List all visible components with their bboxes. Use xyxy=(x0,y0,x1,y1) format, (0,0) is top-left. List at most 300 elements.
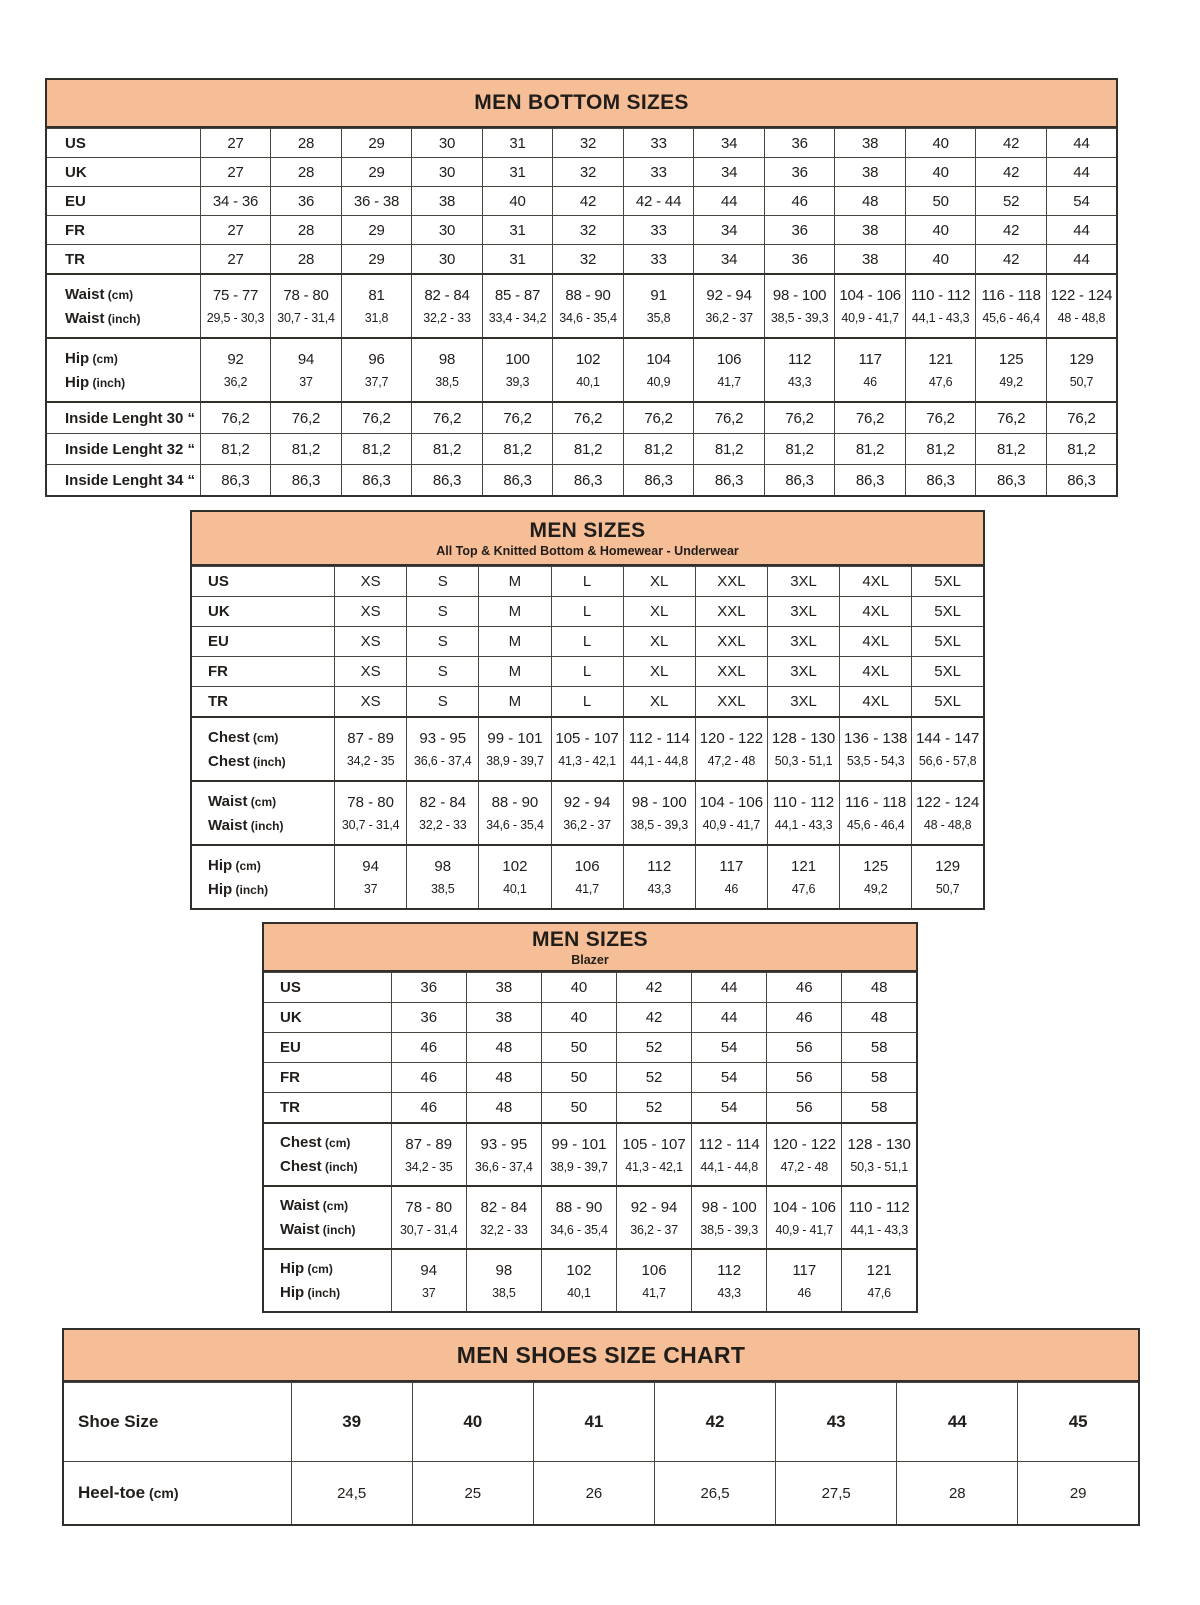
row-label-main: US xyxy=(208,573,229,590)
value-cell xyxy=(466,1123,541,1186)
value-cm: 110 - 112 xyxy=(772,794,835,811)
value-cell xyxy=(466,1249,541,1312)
row-label-unit: (cm) xyxy=(249,730,279,745)
row-label xyxy=(263,1093,391,1124)
value-inch: 46 xyxy=(797,1285,812,1300)
value-cell: L xyxy=(551,597,623,627)
value-cell: 76,2 xyxy=(976,402,1047,434)
value-inch: 30,7 - 31,4 xyxy=(399,1222,458,1237)
value-inch: 40,1 xyxy=(503,882,527,896)
value-cell xyxy=(335,845,407,909)
value-inch: 32,2 - 33 xyxy=(418,818,467,832)
value-cm: 112 xyxy=(647,858,672,875)
value-cell: 76,2 xyxy=(412,402,483,434)
value-inch: 50,3 - 51,1 xyxy=(774,754,833,768)
value-cell: M xyxy=(479,597,551,627)
row-label-main: Chest xyxy=(280,1158,322,1175)
table-row xyxy=(191,567,984,597)
value-cell: XL xyxy=(623,687,695,718)
row-label-unit: (inch) xyxy=(247,818,284,833)
value-cell: 81,2 xyxy=(1046,434,1117,465)
value-cell xyxy=(271,338,342,402)
value-cell xyxy=(407,781,479,845)
value-cell: 81,2 xyxy=(835,434,906,465)
value-cell: S xyxy=(407,627,479,657)
value-cell: 38 xyxy=(412,187,483,216)
table-row xyxy=(63,1383,1139,1462)
row-label-text xyxy=(280,1039,391,1056)
row-label-unit: (cm) xyxy=(145,1485,179,1501)
value-cell: 38 xyxy=(466,1003,541,1033)
row-label-text xyxy=(280,1214,391,1247)
value-cell: 81,2 xyxy=(341,434,412,465)
value-cell: 4XL xyxy=(840,597,912,627)
value-cell: L xyxy=(551,687,623,718)
row-label-main: Waist xyxy=(280,1197,320,1214)
men-shoes-title-band xyxy=(62,1328,1140,1382)
value-cm: 96 xyxy=(368,351,385,368)
row-label-text xyxy=(280,1099,391,1116)
value-inch: 38,5 xyxy=(492,1285,516,1300)
value-cell: 76,2 xyxy=(694,402,765,434)
value-cm: 82 - 84 xyxy=(480,1198,528,1216)
row-label-unit: (inch) xyxy=(89,375,126,390)
value-cell: 24,5 xyxy=(291,1462,412,1526)
value-cell xyxy=(335,781,407,845)
value-cell: 81,2 xyxy=(482,434,553,465)
row-label-text xyxy=(65,277,200,303)
value-cell: 54 xyxy=(692,1093,767,1124)
row-label-main: UK xyxy=(65,163,87,181)
value-cell: 38 xyxy=(835,216,906,245)
value-cell xyxy=(407,717,479,781)
value-cell: 46 xyxy=(391,1093,466,1124)
row-label-text xyxy=(280,1251,391,1277)
value-cell: 29 xyxy=(1018,1462,1139,1526)
value-cell: 40 xyxy=(905,216,976,245)
value-cell xyxy=(551,781,623,845)
value-cell: 48 xyxy=(466,1093,541,1124)
value-cell: 50 xyxy=(541,1063,616,1093)
value-inch: 38,9 - 39,7 xyxy=(486,754,544,768)
table-row xyxy=(263,1123,917,1186)
row-label-main: UK xyxy=(208,603,230,620)
value-cell: 40 xyxy=(541,973,616,1003)
value-cell: 44 xyxy=(692,1003,767,1033)
value-cell xyxy=(912,781,984,845)
value-cm: 75 - 77 xyxy=(212,287,259,304)
value-cell: XL xyxy=(623,657,695,687)
row-label-text xyxy=(208,603,334,620)
value-cell: 38 xyxy=(835,129,906,158)
value-inch: 38,5 - 39,3 xyxy=(700,1222,758,1237)
value-inch: 49,2 xyxy=(999,375,1023,389)
value-cell: 27 xyxy=(200,158,271,187)
row-label-text xyxy=(78,1412,291,1432)
men-bottom-sizes-title-band xyxy=(45,78,1118,128)
value-cell: 46 xyxy=(767,973,842,1003)
value-cell: 48 xyxy=(466,1033,541,1063)
value-cm: 98 xyxy=(434,858,452,875)
value-cell: 31 xyxy=(482,158,553,187)
row-label-main: TR xyxy=(280,1099,300,1116)
row-label-main: Waist xyxy=(65,285,105,303)
table-row xyxy=(263,973,917,1003)
value-inch: 40,9 xyxy=(646,375,671,389)
value-cm: 144 - 147 xyxy=(915,730,980,747)
value-cell: 86,3 xyxy=(1046,465,1117,497)
value-inch: 40,1 xyxy=(576,375,600,389)
value-cell xyxy=(617,1186,692,1249)
value-cm: 110 - 112 xyxy=(910,287,971,304)
value-inch: 40,9 - 41,7 xyxy=(841,311,899,325)
value-cell: 86,3 xyxy=(905,465,976,497)
table-row xyxy=(263,1186,917,1249)
value-cell xyxy=(551,717,623,781)
value-cell: 42 - 44 xyxy=(623,187,694,216)
row-label xyxy=(46,187,200,216)
value-cell xyxy=(482,274,553,338)
row-label xyxy=(46,402,200,434)
value-cell: XS xyxy=(335,597,407,627)
row-label-text xyxy=(208,848,334,874)
value-cell: 32 xyxy=(553,216,624,245)
value-cm: 99 - 101 xyxy=(487,730,543,747)
value-cell xyxy=(466,1186,541,1249)
value-inch: 34,2 - 35 xyxy=(404,1159,453,1174)
row-label-main: Chest xyxy=(208,752,250,770)
value-inch: 46 xyxy=(724,882,739,896)
value-inch: 34,6 - 35,4 xyxy=(550,1222,608,1237)
men-shoes-size-chart-table xyxy=(62,1382,1140,1526)
table-subtitle: All Top & Knitted Bottom & Homewear - Underwear xyxy=(436,543,739,558)
value-cell: 3XL xyxy=(767,597,839,627)
value-inch: 38,9 - 39,7 xyxy=(550,1159,608,1174)
value-cell: 4XL xyxy=(840,687,912,718)
value-cell: 38 xyxy=(835,158,906,187)
value-inch: 36,6 - 37,4 xyxy=(413,754,472,768)
value-inch: 38,5 - 39,3 xyxy=(770,311,829,325)
value-cell: 81,2 xyxy=(623,434,694,465)
value-cell: 3XL xyxy=(767,657,839,687)
value-cell: XL xyxy=(623,627,695,657)
value-cell: 81,2 xyxy=(976,434,1047,465)
row-label-unit: (inch) xyxy=(304,1286,341,1300)
table-row xyxy=(46,402,1117,434)
value-cell: 76,2 xyxy=(482,402,553,434)
value-inch: 43,3 xyxy=(717,1285,741,1300)
table-row xyxy=(263,1033,917,1063)
value-cell xyxy=(905,274,976,338)
value-cell: 52 xyxy=(617,1093,692,1124)
value-cell: 76,2 xyxy=(200,402,271,434)
men-sizes-blazer-table xyxy=(262,972,918,1313)
value-cell: L xyxy=(551,627,623,657)
value-inch: 47,2 - 48 xyxy=(707,754,756,768)
value-cell xyxy=(479,717,551,781)
value-inch: 45,6 - 46,4 xyxy=(846,818,905,832)
row-label xyxy=(191,845,335,909)
value-inch: 43,3 xyxy=(647,882,671,896)
value-cm: 81 xyxy=(368,287,385,304)
value-cell: 4XL xyxy=(840,567,912,597)
value-inch: 40,9 - 41,7 xyxy=(702,818,761,832)
value-cell: 42 xyxy=(654,1383,775,1462)
value-inch: 37 xyxy=(299,375,313,389)
value-cell xyxy=(200,274,271,338)
value-cell: 54 xyxy=(1046,187,1117,216)
value-cell: 36 - 38 xyxy=(341,187,412,216)
row-label xyxy=(263,1003,391,1033)
value-inch: 36,2 xyxy=(223,375,248,389)
value-cell: 28 xyxy=(897,1462,1018,1526)
value-cell: 81,2 xyxy=(764,434,835,465)
row-label xyxy=(191,597,335,627)
value-inch: 37,7 xyxy=(364,375,389,389)
table-row xyxy=(191,657,984,687)
value-inch: 36,2 - 37 xyxy=(705,311,753,325)
value-cm: 100 xyxy=(505,351,530,368)
value-cell: 36 xyxy=(764,158,835,187)
value-cell xyxy=(623,717,695,781)
value-cm: 93 - 95 xyxy=(480,1135,528,1153)
value-cm: 104 - 106 xyxy=(699,794,764,811)
value-cell: 40 xyxy=(905,245,976,275)
row-label-main: FR xyxy=(65,221,85,239)
row-label xyxy=(263,973,391,1003)
men-bottom-sizes-grid xyxy=(45,128,1118,497)
table-men-bottom-sizes xyxy=(45,78,1118,497)
value-cell: 86,3 xyxy=(200,465,271,497)
value-cm: 120 - 122 xyxy=(772,1135,836,1153)
value-cell: XXL xyxy=(695,627,767,657)
value-cell: 86,3 xyxy=(341,465,412,497)
value-cell: 32 xyxy=(553,158,624,187)
value-cell xyxy=(391,1249,466,1312)
value-cell: XL xyxy=(623,567,695,597)
value-cell xyxy=(551,845,623,909)
value-cell xyxy=(694,274,765,338)
row-label xyxy=(191,567,335,597)
row-label xyxy=(63,1462,291,1526)
value-cell xyxy=(479,781,551,845)
value-cell: 56 xyxy=(767,1063,842,1093)
value-cell: 36 xyxy=(764,216,835,245)
value-cell: 76,2 xyxy=(271,402,342,434)
value-cell: 36 xyxy=(391,973,466,1003)
value-inch: 32,2 - 33 xyxy=(423,311,471,325)
row-label-text xyxy=(280,1069,391,1086)
row-label-text xyxy=(65,222,200,239)
value-cm: 116 - 118 xyxy=(845,794,907,811)
value-cell xyxy=(695,781,767,845)
table-row xyxy=(191,627,984,657)
table-row xyxy=(46,216,1117,245)
value-cell: 50 xyxy=(541,1033,616,1063)
value-cell xyxy=(391,1186,466,1249)
value-cell: 52 xyxy=(617,1033,692,1063)
value-cell: 58 xyxy=(842,1033,917,1063)
value-cell: 31 xyxy=(482,216,553,245)
value-cell xyxy=(341,274,412,338)
value-cm: 128 - 130 xyxy=(771,730,836,747)
value-cell: 27 xyxy=(200,129,271,158)
row-label-text xyxy=(208,693,334,710)
value-cell: 30 xyxy=(412,245,483,275)
value-cell: 36 xyxy=(764,245,835,275)
value-cell: 33 xyxy=(623,216,694,245)
value-cell xyxy=(835,338,906,402)
value-cell: 27 xyxy=(200,245,271,275)
value-cell: 42 xyxy=(976,129,1047,158)
value-cm: 122 - 124 xyxy=(1050,287,1113,304)
value-cell: 26,5 xyxy=(654,1462,775,1526)
row-label-main: Hip xyxy=(208,856,233,874)
value-cell: 86,3 xyxy=(976,465,1047,497)
value-inch: 32,2 - 33 xyxy=(480,1222,528,1237)
value-cell xyxy=(341,338,412,402)
row-label-unit: (inch) xyxy=(321,1160,358,1174)
value-cm: 112 xyxy=(717,1261,742,1279)
row-label xyxy=(63,1383,291,1462)
value-cell xyxy=(840,781,912,845)
value-cell: 50 xyxy=(541,1093,616,1124)
value-cell: 76,2 xyxy=(623,402,694,434)
value-cell: 44 xyxy=(692,973,767,1003)
value-cell: 34 - 36 xyxy=(200,187,271,216)
value-cell: 76,2 xyxy=(341,402,412,434)
value-cell: 44 xyxy=(1046,158,1117,187)
row-label-main: EU xyxy=(208,633,229,650)
men-shoes-grid xyxy=(62,1382,1140,1526)
value-cell xyxy=(692,1186,767,1249)
value-cell: 29 xyxy=(341,158,412,187)
value-inch: 45,6 - 46,4 xyxy=(982,311,1040,325)
value-cm: 88 - 90 xyxy=(491,794,539,811)
table-row xyxy=(191,781,984,845)
row-label-unit: (cm) xyxy=(304,1262,333,1276)
table-row xyxy=(191,597,984,627)
value-cell xyxy=(617,1249,692,1312)
value-inch: 34,2 - 35 xyxy=(346,754,395,768)
value-cell: 76,2 xyxy=(835,402,906,434)
value-cell: 4XL xyxy=(840,657,912,687)
row-label-unit: (cm) xyxy=(89,351,118,366)
row-label-main: Waist xyxy=(280,1221,320,1238)
value-cm: 78 - 80 xyxy=(347,794,394,811)
value-inch: 44,1 - 44,8 xyxy=(630,754,689,768)
value-inch: 37 xyxy=(363,882,378,896)
table-row xyxy=(46,274,1117,338)
value-cell: 31 xyxy=(482,245,553,275)
men-sizes-blazer-title-band xyxy=(262,922,918,972)
value-cm: 122 - 124 xyxy=(915,794,980,811)
value-cell: 38 xyxy=(835,245,906,275)
value-cell xyxy=(694,338,765,402)
value-cell: 54 xyxy=(692,1033,767,1063)
value-cell: 42 xyxy=(976,216,1047,245)
value-cm: 116 - 118 xyxy=(981,287,1041,304)
value-cm: 92 - 94 xyxy=(706,287,752,304)
value-cell: XL xyxy=(623,597,695,627)
value-inch: 37 xyxy=(421,1285,436,1300)
value-cell xyxy=(842,1186,917,1249)
value-cm: 98 - 100 xyxy=(631,794,687,811)
row-label-main: Hip xyxy=(280,1260,305,1277)
value-cell: 5XL xyxy=(912,657,984,687)
value-cm: 87 - 89 xyxy=(347,730,394,747)
row-label-text xyxy=(78,1483,291,1503)
value-inch: 41,7 xyxy=(575,882,599,896)
value-cm: 88 - 90 xyxy=(555,1198,603,1216)
value-inch: 41,3 - 42,1 xyxy=(625,1159,683,1174)
row-label-unit: (cm) xyxy=(232,858,261,873)
table-row xyxy=(46,434,1117,465)
row-label-main: FR xyxy=(280,1069,300,1086)
table-subtitle: Blazer xyxy=(571,952,609,967)
value-cm: 136 - 138 xyxy=(844,730,908,747)
row-label-text xyxy=(65,303,200,336)
value-cell: 5XL xyxy=(912,597,984,627)
value-cm: 104 - 106 xyxy=(839,287,901,304)
value-cell xyxy=(842,1249,917,1312)
value-cm: 102 xyxy=(575,351,601,368)
row-label-main: Hip xyxy=(65,373,90,391)
value-cell: 34 xyxy=(694,158,765,187)
value-cell: L xyxy=(551,657,623,687)
table-row xyxy=(46,158,1117,187)
value-cell: 30 xyxy=(412,158,483,187)
value-cell: 76,2 xyxy=(1046,402,1117,434)
table-row xyxy=(46,338,1117,402)
value-cell xyxy=(623,274,694,338)
value-cell: 41 xyxy=(533,1383,654,1462)
value-cell: 40 xyxy=(412,1383,533,1462)
value-cell xyxy=(912,845,984,909)
value-inch: 53,5 - 54,3 xyxy=(846,754,905,768)
value-cell: 40 xyxy=(905,129,976,158)
value-inch: 46 xyxy=(863,375,877,389)
value-inch: 31,8 xyxy=(364,311,389,325)
value-inch: 44,1 - 43,3 xyxy=(774,818,833,832)
table-row xyxy=(46,465,1117,497)
value-inch: 39,3 xyxy=(505,375,530,389)
row-label xyxy=(191,717,335,781)
value-inch: 38,5 xyxy=(431,882,455,896)
row-label-text xyxy=(65,441,200,458)
value-cm: 117 xyxy=(719,858,744,875)
value-cell: S xyxy=(407,567,479,597)
value-cell: XXL xyxy=(695,657,767,687)
row-label-main: FR xyxy=(208,663,228,680)
value-cell: 76,2 xyxy=(764,402,835,434)
value-cell xyxy=(767,845,839,909)
value-cell: 86,3 xyxy=(271,465,342,497)
value-cell: 42 xyxy=(617,973,692,1003)
value-inch: 35,8 xyxy=(646,311,671,325)
value-cell: 86,3 xyxy=(835,465,906,497)
value-cell: 48 xyxy=(466,1063,541,1093)
value-inch: 36,6 - 37,4 xyxy=(475,1159,533,1174)
value-cell: 52 xyxy=(976,187,1047,216)
value-cm: 98 - 100 xyxy=(772,287,827,304)
value-cell: 3XL xyxy=(767,627,839,657)
row-label-unit: (inch) xyxy=(104,311,141,326)
row-label-main: Inside Lenght 32 “ xyxy=(65,440,196,458)
value-cell: 40 xyxy=(482,187,553,216)
value-cell: 76,2 xyxy=(905,402,976,434)
value-cm: 93 - 95 xyxy=(419,730,467,747)
